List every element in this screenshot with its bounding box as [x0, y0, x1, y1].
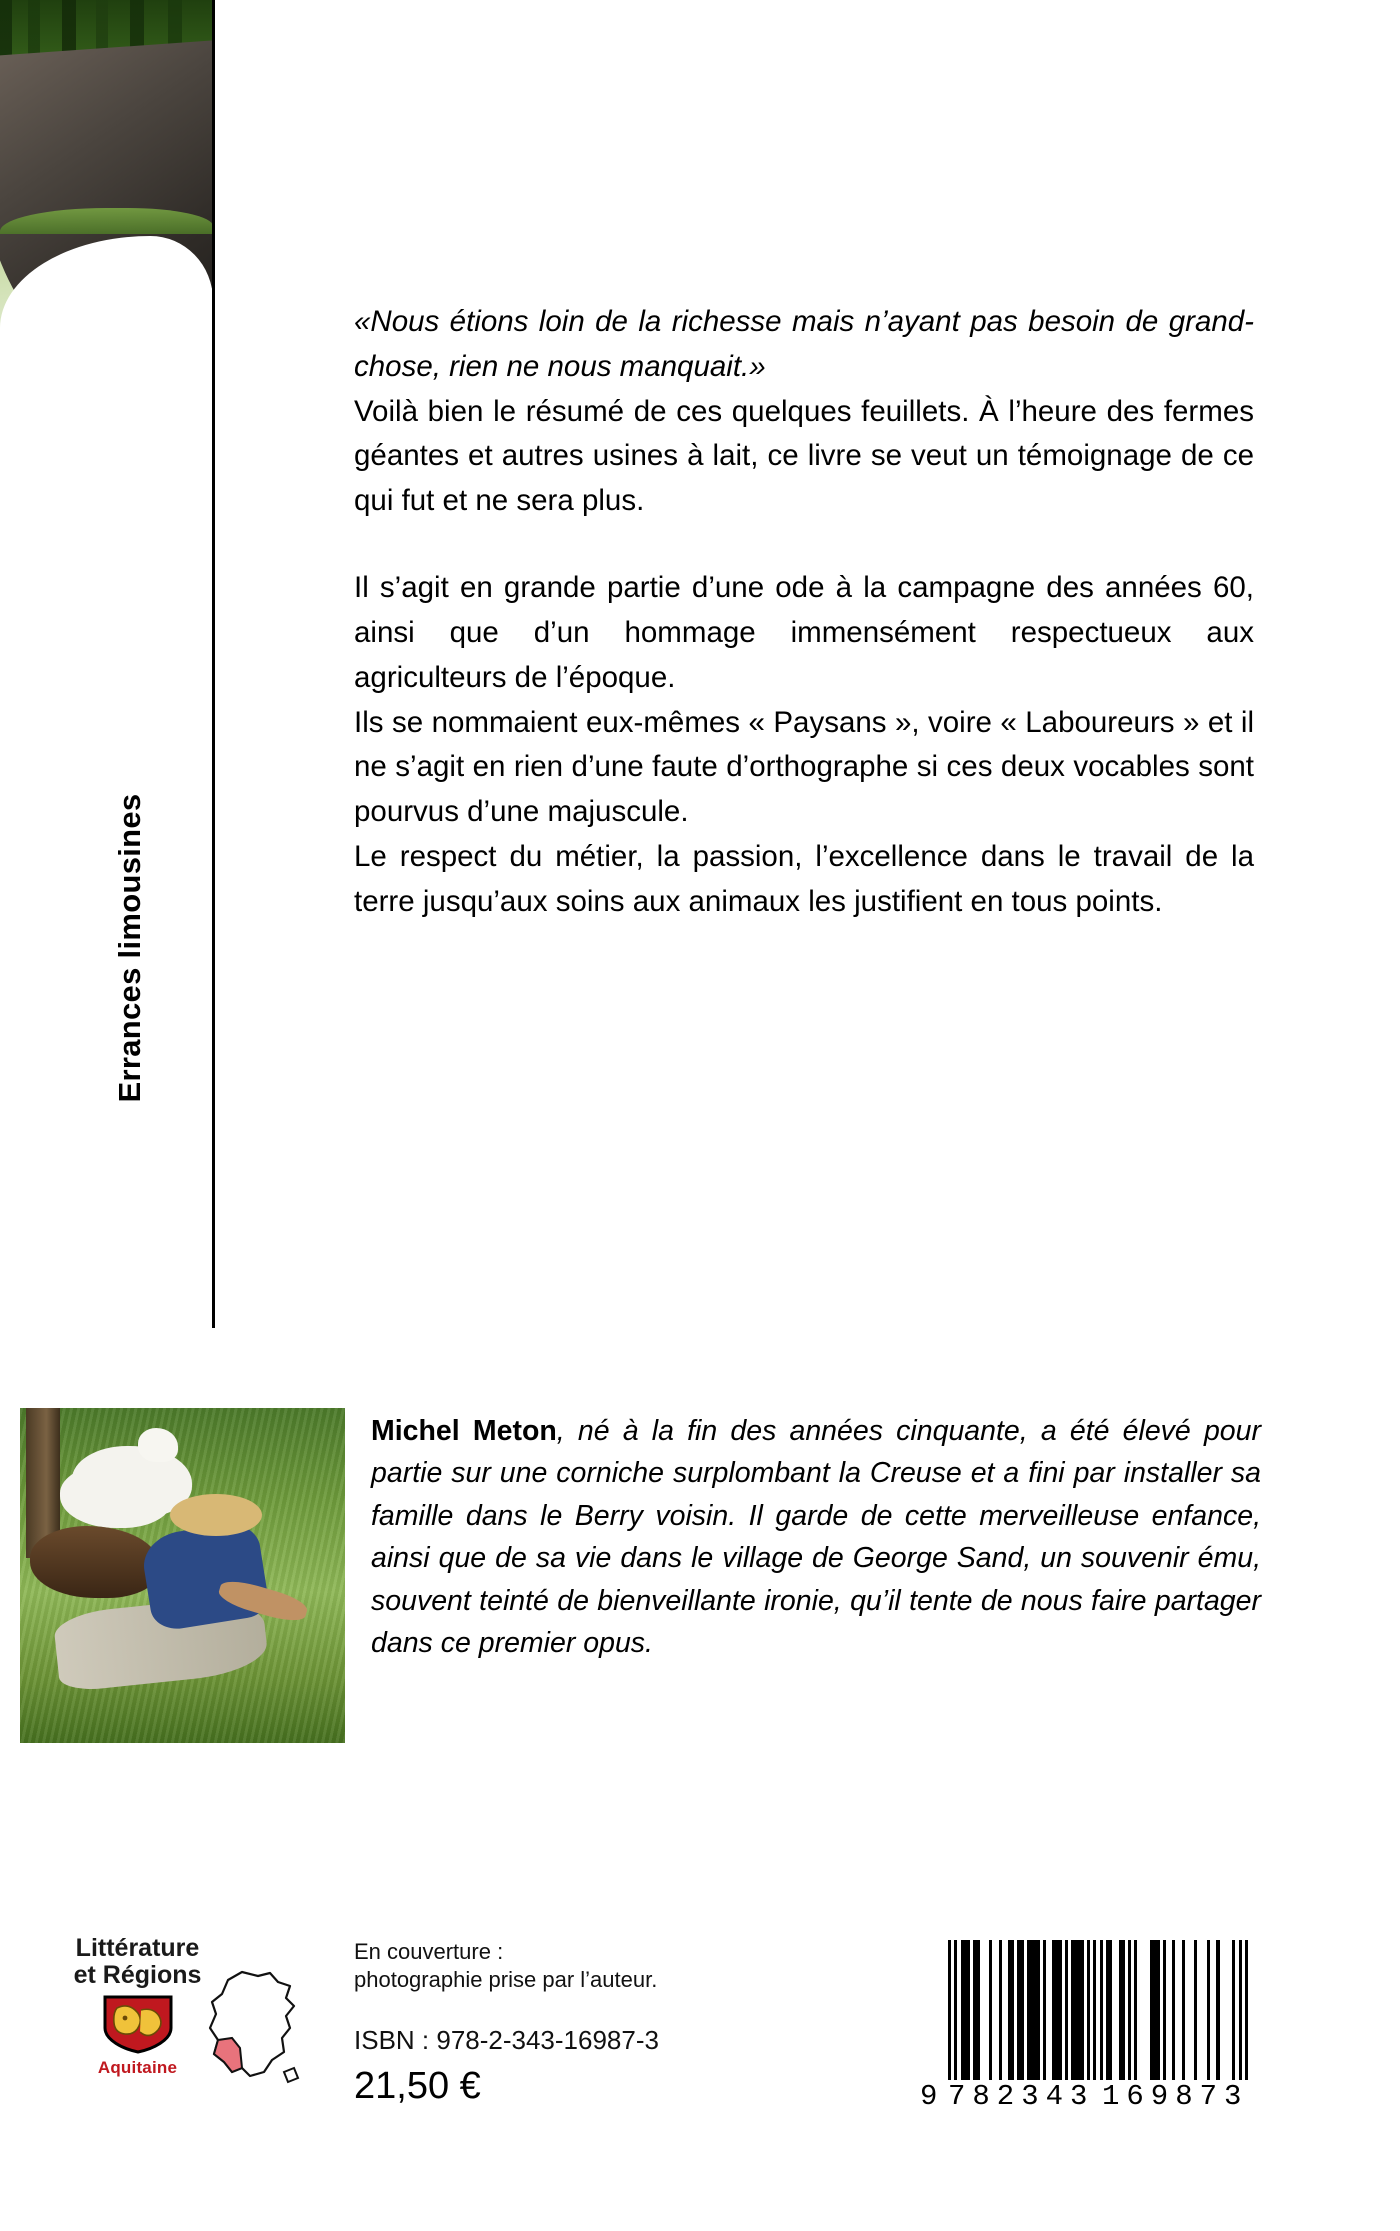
cover-photograph: [0, 0, 213, 330]
author-name: Michel Meton: [371, 1415, 557, 1447]
author-bio-text: , né à la fin des années cinquante, a été élevé pour partie sur une corniche surplombant la Creuse et a fini par installer sa famille dans le Berry voisin. Il garde de cette merveilleuse enfance, ainsi que de sa vie dans le village de George Sand, un souvenir ému, souvent teinté de bienveillante ironie, qu’il tente de nous faire partager dans ce premier opus.: [371, 1415, 1261, 1660]
author-photo-goat-head: [138, 1428, 178, 1462]
blurb-paragraph-1: Voilà bien le résumé de ces quelques feuillets. À l’heure des fermes géantes et autres usines à lait, ce livre se veut un témoignage de ce qui fut et ne sera plus.: [354, 394, 1254, 518]
barcode-left-group: 782343: [948, 2080, 1095, 2113]
spine-divider: [212, 0, 215, 1328]
barcode-digits: [920, 2080, 1260, 2118]
cover-credit-line-1: En couverture :: [354, 1939, 504, 1964]
publisher-region: Aquitaine: [97, 2058, 178, 2077]
author-biography: [371, 1410, 1261, 1665]
spine-title: Errances limousines: [112, 793, 147, 1103]
coat-of-arms-icon: [101, 1994, 175, 2054]
blurb-quote: «Nous étions loin de la richesse mais n’ayant pas besoin de grand-chose, rien ne nous manquait.»: [354, 305, 1254, 383]
paragraph-spacer: [354, 524, 1254, 566]
author-photograph: [20, 1408, 345, 1743]
barcode-bars: [920, 1940, 1260, 2080]
imprint-block: [354, 1938, 914, 2058]
blurb-paragraph-3: Ils se nommaient eux-mêmes « Paysans », voire « Laboureurs » et il ne s’agit en rien d’une faute d’orthographe si ces deux vocables sont pourvus d’une majuscule.: [354, 705, 1254, 829]
publisher-logo-line1: Littérature: [75, 1934, 200, 1962]
blurb-text: [354, 300, 1254, 925]
author-photo-hat: [170, 1494, 262, 1536]
france-map-icon: [198, 1968, 308, 2093]
cover-credit-line-2: photographie prise par l’auteur.: [354, 1967, 658, 1993]
blurb-paragraph-4: Le respect du métier, la passion, l’excellence dans le travail de la terre jusqu’aux soins aux animaux les justifient en tous points.: [354, 840, 1254, 918]
price-text: 21,50 €: [354, 2065, 481, 2107]
barcode: [920, 1940, 1260, 2130]
isbn-text: ISBN : 978-2-343-16987-3: [354, 2025, 659, 2056]
publisher-logo-line2: et Régions: [73, 1961, 202, 1990]
barcode-right-group: 169873: [1102, 2080, 1249, 2113]
barcode-lead-digit: 9: [920, 2080, 939, 2113]
blurb-paragraph-2: Il s’agit en grande partie d’une ode à la campagne des années 60, ainsi que d’un hommage immensément respectueux aux agriculteurs de l’époque.: [354, 571, 1254, 694]
